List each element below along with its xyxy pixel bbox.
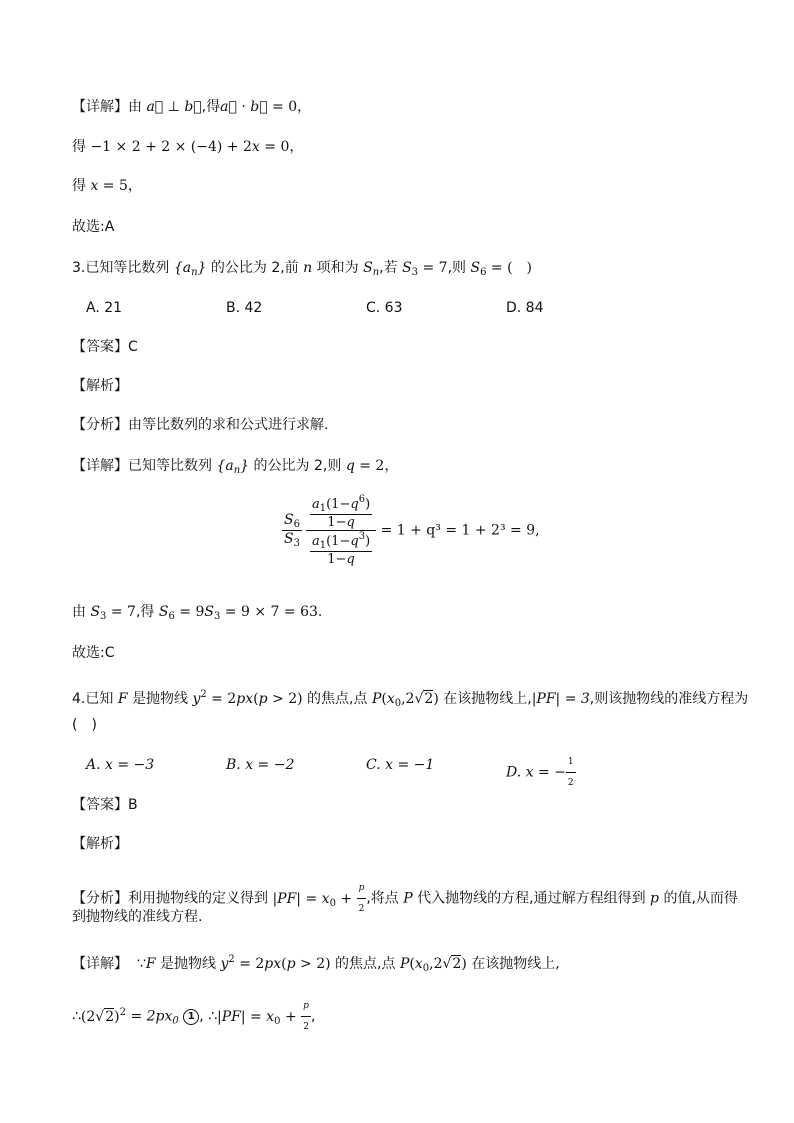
- q3-option-b[interactable]: B. 42: [226, 300, 263, 316]
- q3-answer: 【答案】C: [72, 339, 138, 355]
- q4-answer: 【答案】B: [72, 797, 138, 813]
- q4-stem-paren: ( ): [72, 717, 97, 733]
- q2-detail-line: 【详解】由 a⃗ ⊥ b⃗,得a⃗ · b⃗ = 0，: [72, 99, 312, 115]
- q2-equation-line: 得 −1 × 2 + 2 × (−4) + 2x = 0，: [72, 139, 304, 155]
- q3-choose: 故选:C: [72, 645, 115, 661]
- q3-ratio-formula: $\frac{S_6}{S_3}$ $\frac{\frac{a_1(1-q^6)}{1-q}}{\frac{a_1(1-q^3)}{1-q}}$ = 1 + q³ = 1 + 2³ = 9,: [284, 494, 540, 567]
- q4-fenxi: 【分析】利用抛物线的定义得到 $|PF| = x_0$ + $\frac{p}{2}$ ,将点 P 代入抛物线的方程,通过解方程组得到 p 的值,从而得: [72, 878, 738, 919]
- q2-answer: 故选:A: [72, 219, 115, 235]
- q4-option-c[interactable]: C. x = −1: [366, 757, 435, 773]
- q3-compute: 由 $S_3 = 7$,得 $S_6 = 9S_3 = 9 \times 7 = 63$.: [72, 604, 323, 622]
- q4-analysis-label: 【解析】: [72, 836, 128, 852]
- q3-option-d[interactable]: D. 84: [506, 300, 544, 316]
- q3-option-c[interactable]: C. 63: [366, 300, 403, 316]
- q3-stem: 3.已知等比数列 $\{a_n\}$ 的公比为 2,前 n 项和为 $S_n$,若 $S_3 = 7$,则 $S_6$ = ( ): [72, 260, 533, 278]
- circled-one-icon: 1: [183, 1009, 199, 1025]
- q4-stem: 4.已知 F 是抛物线 $y^2 = 2px(p > 2)$ 的焦点,点 $P(x_0,2√2)$ 在该抛物线上,|PF| = 3,则该抛物线的准线方程为: [72, 689, 749, 709]
- q3-option-a[interactable]: A. 21: [86, 300, 123, 316]
- q4-option-d[interactable]: D. x = − $\frac{1}{2}$: [506, 752, 576, 793]
- q4-detail: 【详解】 ∵F 是抛物线 $y^2 = 2px(p > 2)$ 的焦点,点 $P(x_0,2√2)$ 在该抛物线上,: [72, 954, 560, 974]
- q2-result-line: 得 x = 5，: [72, 178, 142, 194]
- q4-option-b[interactable]: B. x = −2: [226, 757, 295, 773]
- q4-option-a[interactable]: A. x = −3: [86, 757, 155, 773]
- q4-fenxi-cont: 到抛物线的准线方程.: [72, 909, 203, 925]
- detail-tag: 【详解】: [72, 99, 128, 115]
- q3-analysis-label: 【解析】: [72, 378, 128, 394]
- q3-fenxi: 【分析】由等比数列的求和公式进行求解.: [72, 417, 329, 433]
- q4-last: $\therefore(2√2)^2 = 2px_0$ 1 , ∴|PF| = $x_0$ + $\frac{p}{2}$ ,: [72, 996, 315, 1037]
- q3-detail: 【详解】已知等比数列 $\{a_n\}$ 的公比为 2,则 q = 2，: [72, 458, 399, 476]
